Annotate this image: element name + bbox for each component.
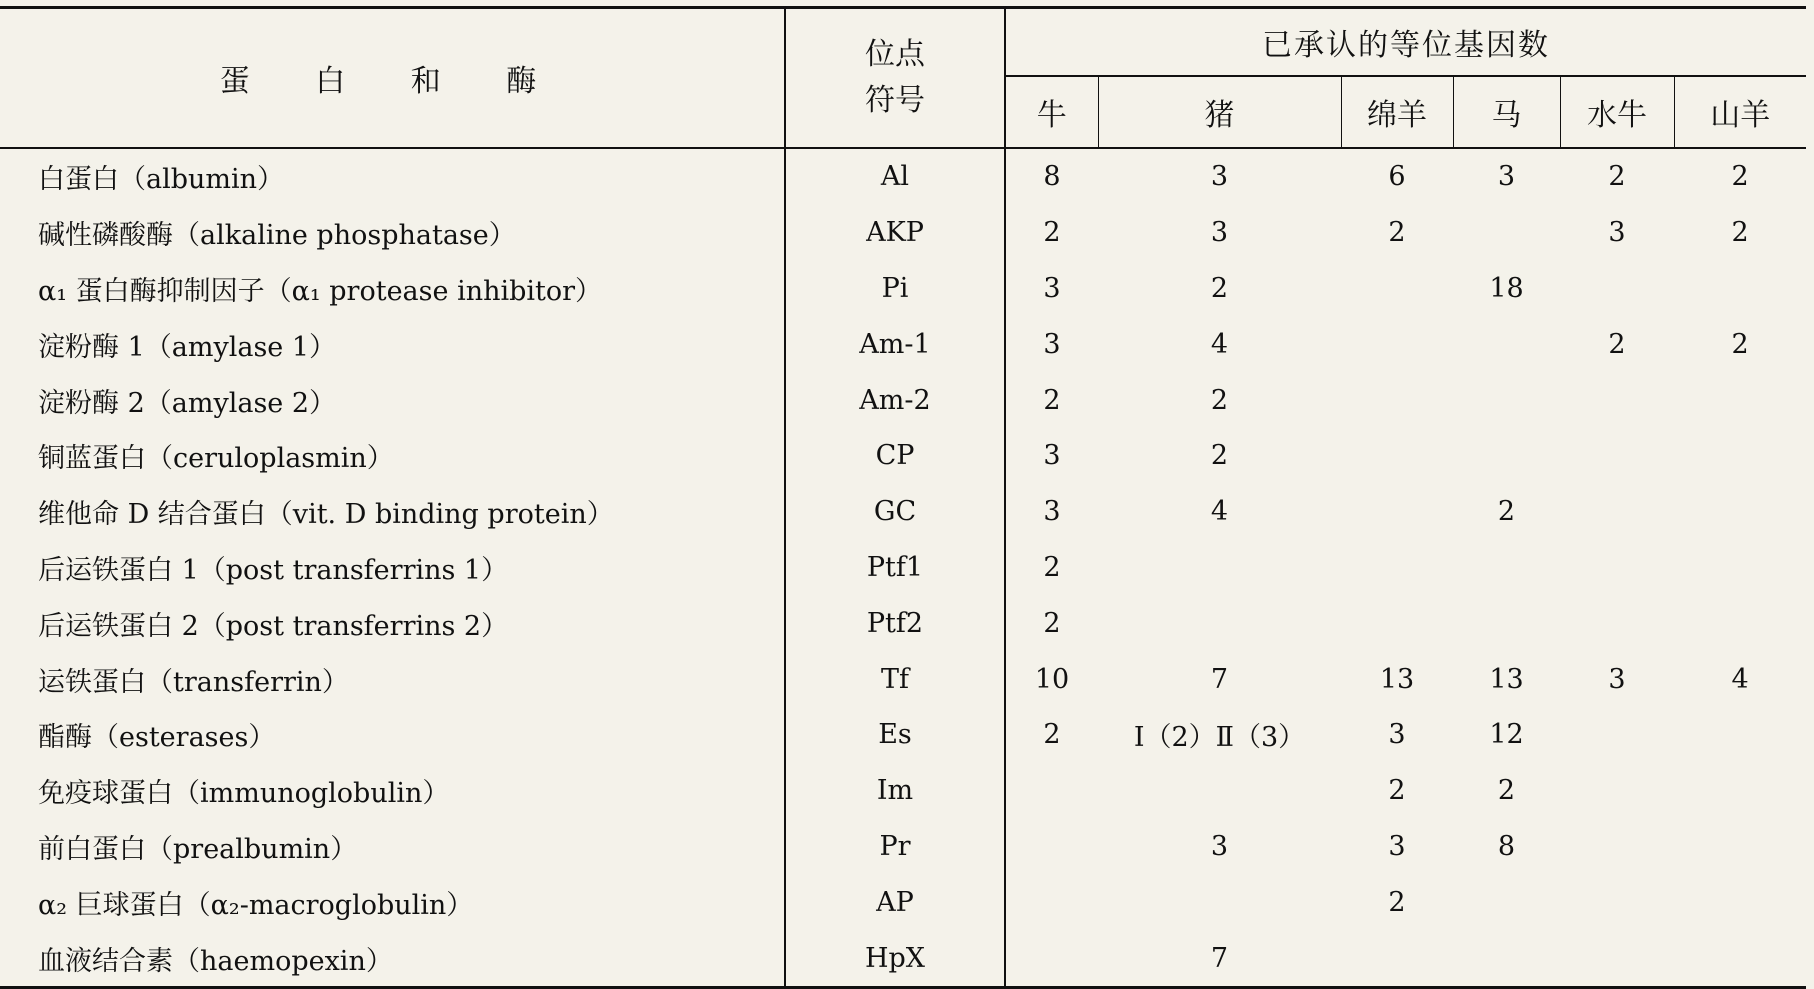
locus-symbol-cell: Pr [785, 819, 1005, 875]
allele-count-cell: 4 [1210, 496, 1229, 528]
locus-symbol-cell: Pi [785, 261, 1005, 317]
allele-count-cell [1674, 261, 1806, 317]
locus-symbol-cell: GC [785, 484, 1005, 540]
table-row [0, 261, 1806, 317]
locus-symbol-cell: Tf [785, 651, 1005, 707]
allele-count-cell: 13 [1379, 663, 1415, 695]
allele-count-cell: 2 [1608, 161, 1626, 193]
allele-count-cell [1674, 707, 1806, 763]
protein-name-cell: 淀粉酶 1（amylase 1） [0, 316, 785, 372]
allele-group-header: 已承认的等位基因数 [1005, 8, 1806, 77]
allele-count-cell [1560, 261, 1674, 317]
allele-count-cell: 3 [1608, 217, 1626, 249]
allele-count-cell: 2 [1210, 272, 1229, 304]
allele-count-cell [1560, 707, 1674, 763]
allele-count-cell [1098, 763, 1341, 819]
allele-count-cell: 3 [1388, 830, 1406, 862]
table-body [0, 148, 1806, 987]
allele-count-cell: 2 [1210, 440, 1229, 472]
allele-count-cell: 3 [1043, 496, 1061, 528]
allele-count-cell: 3 [1043, 272, 1061, 304]
allele-count-cell: 3 [1608, 663, 1626, 695]
allele-count-cell: 4 [1731, 663, 1749, 695]
allele-count-cell [1453, 205, 1560, 261]
allele-count-cell: 2 [1497, 496, 1516, 528]
locus-symbol-cell: Es [785, 707, 1005, 763]
locus-symbol-cell: HpX [785, 930, 1005, 987]
table-row [0, 707, 1806, 763]
allele-count-cell: 2 [1731, 161, 1749, 193]
allele-count-cell: 2 [1608, 328, 1626, 360]
table-row [0, 651, 1806, 707]
protein-name-cell: 维他命 D 结合蛋白（vit. D binding protein） [0, 484, 785, 540]
allele-count-cell [1560, 819, 1674, 875]
allele-table [0, 6, 1806, 989]
allele-count-cell: 3 [1043, 328, 1061, 360]
allele-count-cell: 3 [1497, 161, 1516, 193]
protein-name-cell: 后运铁蛋白 2（post transferrins 2） [0, 595, 785, 651]
locus-symbol-cell: Ptf1 [785, 540, 1005, 596]
allele-count-cell [1674, 819, 1806, 875]
table-row [0, 540, 1806, 596]
table-row [0, 372, 1806, 428]
table-row [0, 763, 1806, 819]
species-header: 牛 [1005, 76, 1098, 148]
allele-count-cell [1674, 428, 1806, 484]
locus-symbol-cell: Am-1 [785, 316, 1005, 372]
allele-count-cell [1341, 484, 1453, 540]
allele-count-cell [1674, 763, 1806, 819]
allele-count-cell [1674, 372, 1806, 428]
symbol-header-line1: 位点 [865, 37, 925, 72]
allele-count-cell: 18 [1489, 272, 1524, 304]
allele-count-cell [1098, 595, 1341, 651]
allele-count-cell: 2 [1731, 328, 1749, 360]
protein-name-cell: 碱性磷酸酶（alkaline phosphatase） [0, 205, 785, 261]
protein-name-cell: 免疫球蛋白（immunoglobulin） [0, 763, 785, 819]
allele-count-cell [1341, 930, 1453, 987]
table-row [0, 595, 1806, 651]
allele-count-cell [1005, 930, 1098, 987]
allele-count-cell [1453, 372, 1560, 428]
allele-count-cell: 2 [1497, 775, 1516, 807]
allele-count-cell [1341, 316, 1453, 372]
table-row [0, 148, 1806, 205]
allele-count-cell [1453, 874, 1560, 930]
allele-count-cell: 2 [1210, 384, 1229, 416]
table-row [0, 484, 1806, 540]
allele-count-cell [1341, 595, 1453, 651]
table-row [0, 874, 1806, 930]
species-header: 绵羊 [1341, 76, 1453, 148]
allele-count-cell: 13 [1489, 663, 1524, 695]
locus-symbol-cell: AKP [785, 205, 1005, 261]
allele-count-cell [1674, 874, 1806, 930]
protein-name-cell: 运铁蛋白（transferrin） [0, 651, 785, 707]
allele-count-cell [1098, 540, 1341, 596]
allele-count-cell [1560, 372, 1674, 428]
allele-count-cell: 2 [1043, 551, 1061, 583]
locus-symbol-cell: Al [785, 148, 1005, 205]
symbol-header-line2: 符号 [865, 83, 925, 118]
protein-name-cell: 酯酶（esterases） [0, 707, 785, 763]
allele-count-cell: 3 [1388, 719, 1406, 751]
allele-count-cell: 7 [1210, 663, 1229, 695]
allele-count-cell: 2 [1731, 217, 1749, 249]
allele-count-cell: 2 [1388, 775, 1406, 807]
allele-count-cell [1560, 763, 1674, 819]
allele-count-cell [1674, 595, 1806, 651]
symbol-column-header [785, 8, 1005, 149]
allele-count-cell [1341, 540, 1453, 596]
allele-count-cell [1560, 484, 1674, 540]
allele-count-cell [1341, 428, 1453, 484]
allele-count-cell [1560, 874, 1674, 930]
table-row [0, 428, 1806, 484]
allele-count-cell [1005, 819, 1098, 875]
allele-count-cell: 2 [1388, 886, 1406, 918]
allele-count-cell: 7 [1098, 930, 1341, 987]
protein-name-cell: 淀粉酶 2（amylase 2） [0, 372, 785, 428]
allele-count-cell [1005, 874, 1098, 930]
allele-count-cell: 10 [1034, 663, 1070, 695]
allele-count-cell: 3 [1043, 440, 1061, 472]
protein-name-cell: 白蛋白（albumin） [0, 148, 785, 205]
protein-name-cell: 血液结合素（haemopexin） [0, 930, 785, 987]
allele-count-cell: 8 [1497, 830, 1516, 862]
locus-symbol-cell: CP [785, 428, 1005, 484]
allele-count-cell: 3 [1210, 830, 1229, 862]
species-header: 马 [1453, 76, 1560, 148]
locus-symbol-cell: AP [785, 874, 1005, 930]
allele-count-cell: 2 [1043, 384, 1061, 416]
allele-count-cell: 3 [1210, 161, 1229, 193]
allele-count-cell [1453, 316, 1560, 372]
locus-symbol-cell: Ptf2 [785, 595, 1005, 651]
allele-count-cell [1560, 930, 1674, 987]
locus-symbol-cell: Am-2 [785, 372, 1005, 428]
protein-name-cell: α₁ 蛋白酶抑制因子（α₁ protease inhibitor） [0, 261, 785, 317]
allele-count-cell [1453, 428, 1560, 484]
locus-symbol-cell: Im [785, 763, 1005, 819]
allele-count-cell: 12 [1489, 719, 1524, 751]
allele-count-cell [1674, 540, 1806, 596]
allele-count-cell [1560, 428, 1674, 484]
allele-count-cell: 2 [1388, 217, 1406, 249]
protein-name-cell: α₂ 巨球蛋白（α₂-macroglobulin） [0, 874, 785, 930]
allele-count-cell: 2 [1043, 719, 1061, 751]
table-row [0, 819, 1806, 875]
allele-count-cell [1453, 930, 1560, 987]
allele-count-cell [1098, 874, 1341, 930]
protein-column-header: 蛋 白 和 酶 [0, 8, 785, 149]
allele-count-cell [1453, 595, 1560, 651]
species-header: 水牛 [1560, 76, 1674, 148]
table-row [0, 930, 1806, 987]
table-row [0, 205, 1806, 261]
allele-count-cell: Ⅰ（2）Ⅱ（3） [1133, 722, 1306, 754]
allele-count-cell [1674, 930, 1806, 987]
species-header: 山羊 [1674, 76, 1806, 148]
protein-name-cell: 前白蛋白（prealbumin） [0, 819, 785, 875]
allele-count-cell: 3 [1210, 217, 1229, 249]
allele-count-cell: 2 [1043, 217, 1061, 249]
allele-count-cell: 6 [1388, 161, 1406, 193]
protein-name-cell: 铜蓝蛋白（ceruloplasmin） [0, 428, 785, 484]
species-header: 猪 [1098, 76, 1341, 148]
allele-count-cell [1560, 540, 1674, 596]
allele-count-cell [1453, 540, 1560, 596]
protein-name-cell: 后运铁蛋白 1（post transferrins 1） [0, 540, 785, 596]
allele-count-cell: 4 [1210, 328, 1229, 360]
allele-count-cell [1341, 261, 1453, 317]
allele-count-cell: 2 [1043, 607, 1061, 639]
table-row [0, 316, 1806, 372]
allele-count-cell [1341, 372, 1453, 428]
allele-count-cell [1005, 763, 1098, 819]
allele-count-cell [1674, 484, 1806, 540]
allele-count-cell [1560, 595, 1674, 651]
allele-count-cell: 8 [1043, 161, 1061, 193]
